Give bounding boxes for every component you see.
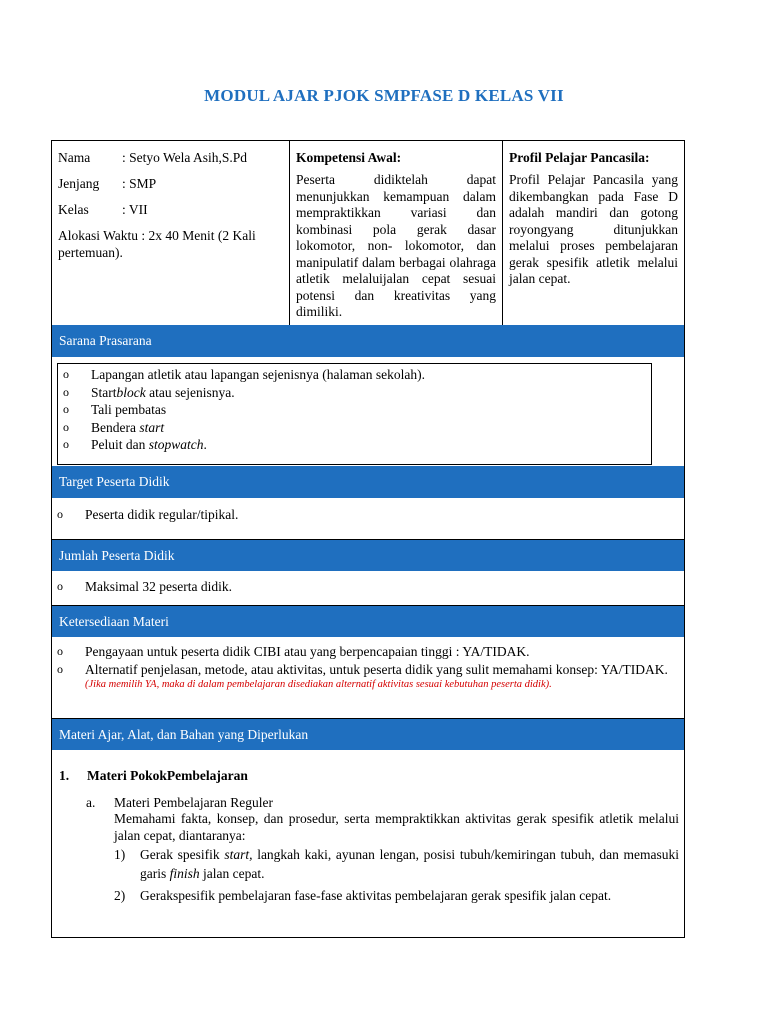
materi-pokok-heading: 1. Materi PokokPembelajaran [59,768,248,783]
list-item: o Bendera start [63,419,165,435]
list-item: o Peserta didik regular/tipikal. [57,507,239,522]
materi-reguler-heading: a. Materi Pembelajaran Reguler [86,795,273,810]
identity-row-kelas: Kelas : VII [58,202,148,217]
identity-cell [52,141,290,325]
list-item: 2) Gerakspesifik pembelajaran fase-fase aktivitas pembelajaran gerak spesifik jalan cepat. [114,888,612,903]
identity-row-nama: Nama : Setyo Wela Asih,S.Pd [58,150,248,165]
header-row [52,141,684,325]
jumlah-list [57,578,232,596]
module-frame [51,140,685,938]
profil-text: Profil Pelajar Pancasila yang dikembangkan pada Fase D adalah mandiri dan gotong royongyang ditunjukkan melalui proses pembelajaran gerak spesifik atletik melalui jalan cepat. [509,172,678,286]
materi-reguler-paragraph: Memahami fakta, konsep, dan prosedur, serta mempraktikkan aktivitas gerak spesifik atletik melalui jalan cepat, diantaranya: [114,811,679,843]
profil-heading: Profil Pelajar Pancasila: [509,150,650,165]
sarana-box [57,363,652,465]
materi-reguler-body [86,811,679,905]
alokasi-waktu: Alokasi Waktu : 2x 40 Menit (2 Kali pertemuan). [58,228,256,260]
kompetensi-text: Peserta didiktelah dapat menunjukkan kemampuan dalam mempraktikkan variasi dan kombinasi pola gerak dasar lokomotor, non- lokomotor, dan manipulatif dalam berbagai olahraga atletik melaluijalan cepat sesuai potensi dan kreativitas yang dimiliki. [296,172,496,319]
list-item: o Pengayaan untuk peserta didik CIBI atau yang berpencapaian tinggi : YA/TIDAK. [57,644,530,659]
list-item: o Tali pembatas [63,402,167,417]
section-ketersediaan: Ketersediaan Materi [52,605,684,637]
section-target: Target Peserta Didik [52,466,684,498]
section-jumlah: Jumlah Peserta Didik [52,539,684,571]
list-item: o Maksimal 32 peserta didik. [57,579,232,594]
list-item: o Startblock atau sejenisnya. [63,384,235,400]
ketersediaan-note: (Jika memilih YA, maka di dalam pembelajaran disediakan alternatif aktivitas sesuai kebutuhan peserta didik). [85,679,552,690]
list-item: 1) Gerak spesifik start, langkah kaki, ayunan lengan, posisi tubuh/kemiringan tubuh, dan memasuki garis finish jalan cepat. [114,847,679,881]
materi-content [59,767,679,905]
list-item: o Peluit dan stopwatch. [63,437,207,452]
identity-row-jenjang: Jenjang : SMP [58,176,157,191]
materi-reguler [59,794,679,905]
kompetensi-cell [290,141,503,325]
section-materi: Materi Ajar, Alat, dan Bahan yang Diperlukan [52,718,684,750]
list-item: o Alternatif penjelasan, metode, atau aktivitas, untuk peserta didik yang sulit memahami konsep: YA/TIDAK. [57,661,668,677]
ketersediaan-list [57,643,679,692]
section-sarana: Sarana Prasarana [52,325,684,357]
target-list [57,506,238,524]
sarana-list [63,366,425,454]
document-title: MODUL AJAR PJOK SMPFASE D KELAS VII [204,86,564,105]
profil-cell [503,141,684,325]
list-item: o Lapangan atletik atau lapangan sejenisnya (halaman sekolah). [63,367,425,382]
kompetensi-heading: Kompetensi Awal: [296,150,402,165]
